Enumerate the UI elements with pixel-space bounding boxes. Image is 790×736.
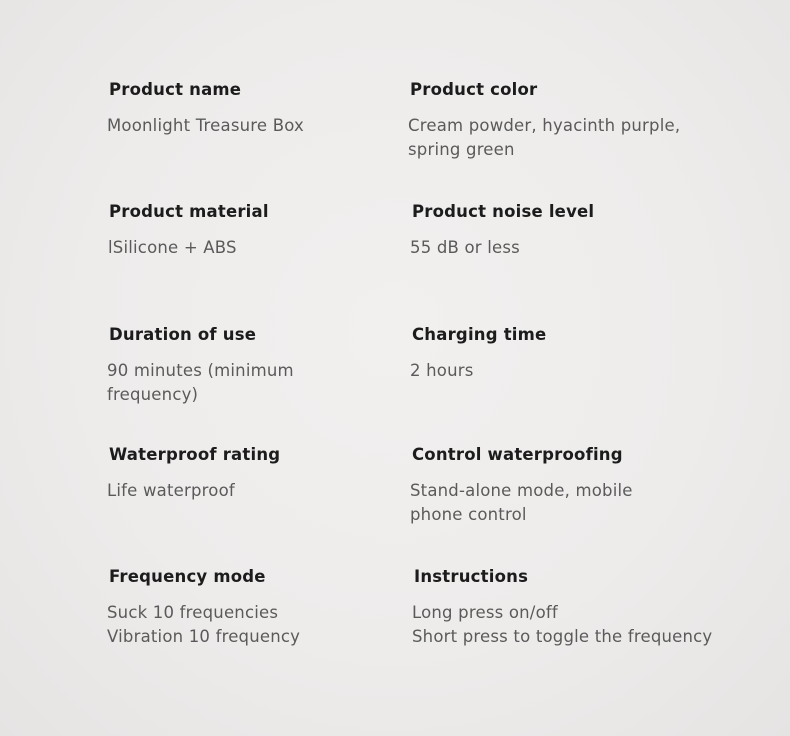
spec-title: Product material: [109, 202, 269, 221]
spec-noise-level: [412, 202, 594, 260]
spec-title: Duration of use: [109, 325, 257, 344]
spec-value: 90 minutes (minimum frequency): [107, 361, 294, 404]
spec-value: Cream powder, hyacinth purple, spring green: [408, 116, 681, 159]
spec-value: 2 hours: [410, 361, 474, 380]
spec-charging-time: [412, 325, 546, 383]
spec-title: Product color: [410, 80, 538, 99]
spec-title: Waterproof rating: [109, 445, 281, 464]
spec-value: lSilicone + ABS: [108, 238, 237, 257]
spec-product-material: [109, 202, 269, 260]
spec-control-waterproofing: [412, 445, 633, 527]
spec-duration-of-use: [109, 325, 294, 407]
spec-product-name: [109, 80, 304, 138]
spec-title: Product name: [109, 80, 242, 99]
spec-product-color: [410, 80, 680, 162]
spec-title: Charging time: [412, 325, 547, 344]
spec-value: Life waterproof: [107, 481, 235, 500]
spec-value: Stand-alone mode, mobile phone control: [410, 481, 633, 524]
spec-title: Instructions: [414, 567, 529, 586]
spec-title: Product noise level: [412, 202, 595, 221]
spec-title: Control waterproofing: [412, 445, 623, 464]
spec-value: 55 dB or less: [410, 238, 520, 257]
spec-value: Suck 10 frequencies Vibration 10 frequency: [107, 603, 301, 646]
spec-instructions: [414, 567, 712, 649]
spec-value: Long press on/off Short press to toggle the frequency: [412, 603, 713, 646]
spec-title: Frequency mode: [109, 567, 266, 586]
spec-waterproof-rating: [109, 445, 280, 503]
spec-value: Moonlight Treasure Box: [107, 116, 304, 135]
spec-frequency-mode: [109, 567, 300, 649]
